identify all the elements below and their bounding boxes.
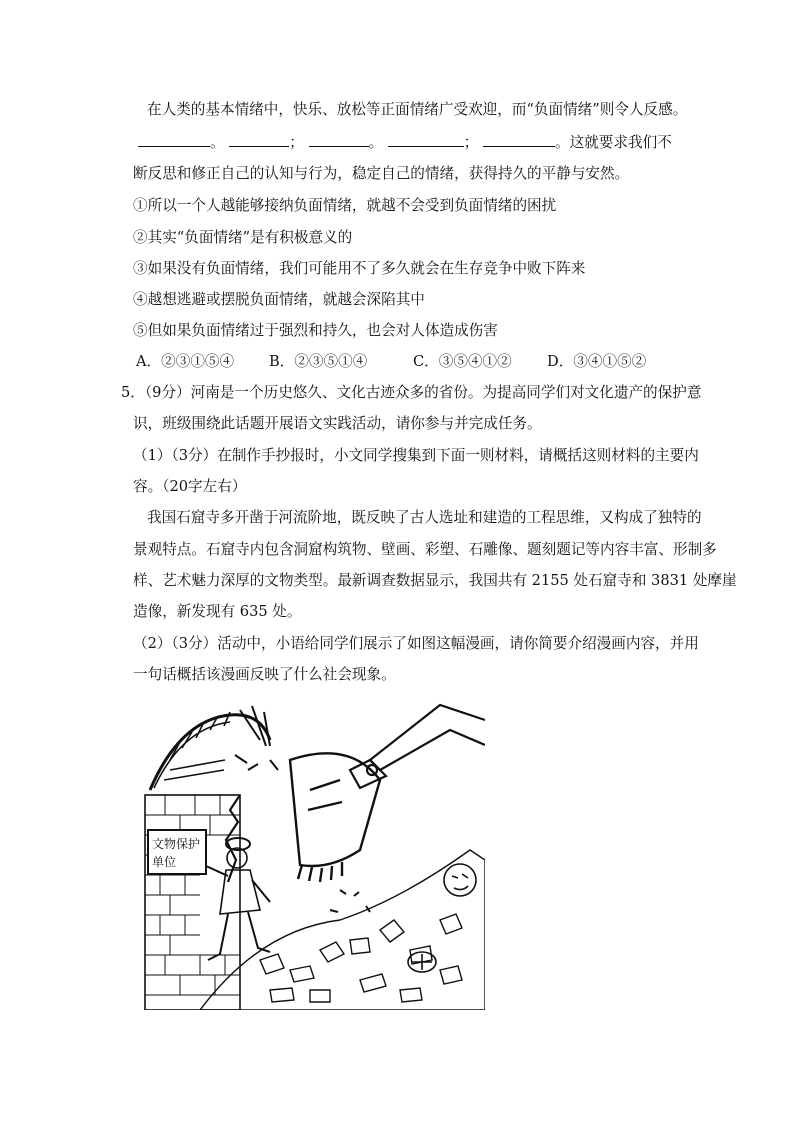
head xyxy=(227,848,247,868)
answer-blank-3[interactable] xyxy=(309,132,369,147)
answer-blank-5[interactable] xyxy=(483,132,555,147)
separator: 。 xyxy=(368,134,384,151)
q4-intro: 在人类的基本情绪中，快乐、放松等正面情绪广受欢迎，而“负面情绪”则令人反感。 xyxy=(147,101,688,118)
sign-text-line-2: 单位 xyxy=(152,855,177,869)
statement-3: ③如果没有负面情绪，我们可能用不了多久就会在生存竞争中败下阵来 xyxy=(133,260,586,277)
pottery-pattern xyxy=(412,954,432,970)
option-c[interactable]: C．③⑤④①② xyxy=(413,353,512,370)
sign-text-line-1: 文物保护 xyxy=(152,837,201,851)
conclusion-text: 这就要求我们不 xyxy=(569,134,672,151)
excavator-arm xyxy=(350,705,485,788)
wall-bricks xyxy=(145,795,240,995)
legs xyxy=(208,912,270,960)
q5-sub1: （1）（3分）在制作手抄报时，小文同学搜集到下面一则材料，请概括这则材料的主要内 xyxy=(133,447,699,464)
q4-blank-line xyxy=(138,132,672,153)
material-line-1: 我国石窟寺多开凿于河流阶地，既反映了古人选址和建造的工程思维，又构成了独特的 xyxy=(147,509,702,526)
statement-2: ②其实“负面情绪”是有积极意义的 xyxy=(133,229,353,246)
answer-blank-2[interactable] xyxy=(229,132,289,147)
broken-relic-head xyxy=(444,864,476,896)
answer-blank-4[interactable] xyxy=(388,132,464,147)
material-line-4: 造像，新发现有 635 处。 xyxy=(133,603,302,620)
statement-4: ④越想逃避或摆脱负面情绪，就越会深陷其中 xyxy=(133,291,425,308)
relic-face xyxy=(452,874,468,890)
option-b[interactable]: B．②③⑤①④ xyxy=(269,353,368,370)
q5-sub2-cont: 一句话概括该漫画反映了什么社会现象。 xyxy=(133,666,396,683)
answer-blank-1[interactable] xyxy=(138,132,210,147)
uniformed-man xyxy=(206,838,270,960)
separator: ； xyxy=(289,134,304,151)
statement-1: ①所以一个人越能够接纳负面情绪，就越不会受到负面情绪的困扰 xyxy=(133,197,557,214)
q5-title-cont: 识，班级围绕此话题开展语文实践活动，请你参与并完成任务。 xyxy=(133,415,542,432)
brick-wall xyxy=(145,795,240,1010)
separator: 。 xyxy=(210,134,225,151)
q5-sub2: （2）（3分）活动中，小语给同学们展示了如图这幅漫画，请你简要介绍漫画内容，并用 xyxy=(133,635,699,652)
option-d[interactable]: D．③④①⑤② xyxy=(547,353,647,370)
q5-title: 5．（9分）河南是一个历史悠久、文化古迹众多的省份。为提高同学们对文化遗产的保护意 xyxy=(121,384,702,401)
option-a[interactable]: A．②③①⑤④ xyxy=(136,353,235,370)
material-line-2: 景观特点。石窟寺内包含洞窟构筑物、壁画、彩塑、石雕像、题刻题记等内容丰富、形制多 xyxy=(133,541,717,558)
q4-line3: 断反思和修正自己的认知与行为，稳定自己的情绪，获得持久的平静与安然。 xyxy=(133,165,630,182)
statement-5: ⑤但如果负面情绪过于强烈和持久，也会对人体造成伤害 xyxy=(133,322,498,339)
q5-sub1-cont: 容。（20字左右） xyxy=(133,478,247,495)
separator: ； xyxy=(463,134,479,151)
cartoon-demolition-illustration xyxy=(140,700,485,1010)
arm-holding-sign xyxy=(206,866,228,876)
material-line-3: 样、艺术魅力深厚的文物类型。最新调查数据显示，我国共有 2155 处石窟寺和 3831 处摩崖 xyxy=(133,572,737,589)
falling-fragments xyxy=(330,890,370,912)
separator: 。 xyxy=(555,134,570,151)
